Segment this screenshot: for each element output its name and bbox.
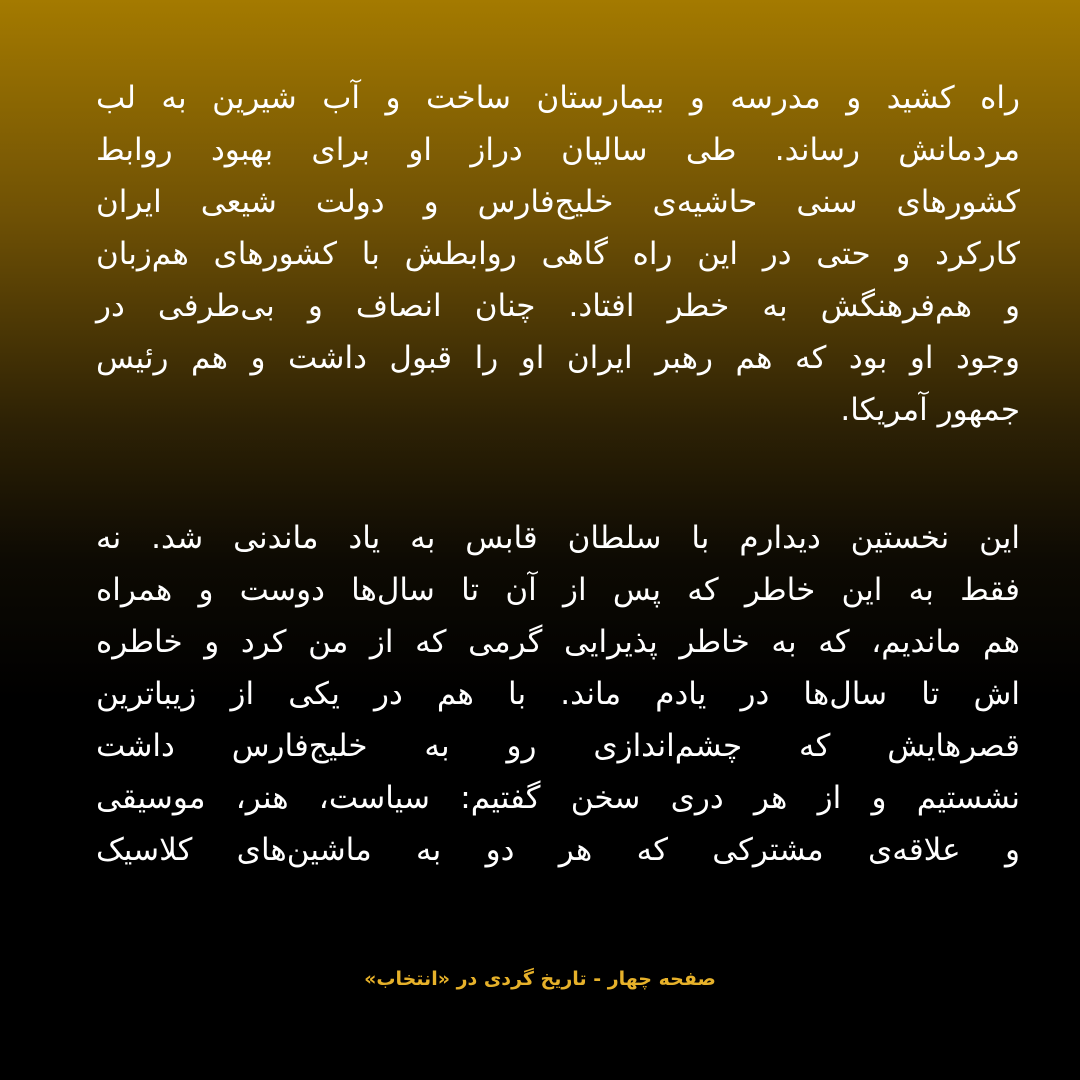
text-line: هم ماندیم، که به خاطر پذیرایی گرمی که از من کرد و خاطره (96, 624, 1020, 660)
text-line: کارکرد و حتی در این راه گاهی روابطش با کشورهای هم‌زبان (96, 236, 1020, 272)
text-line: و علاقه‌ی مشترکی که هر دو به ماشین‌های کلاسیک (96, 832, 1020, 868)
text-line: کشورهای سنی حاشیه‌ی خلیج‌فارس و دولت شیعی ایران (96, 184, 1020, 220)
text-line: اش تا سال‌ها در یادم ماند. با هم در یکی از زیباترین (96, 676, 1020, 712)
text-line: فقط به این خاطر که پس از آن تا سال‌ها دوست و همراه (96, 572, 1020, 608)
text-line: این نخستین دیدارم با سلطان قابس به یاد ماندنی شد. نه (96, 520, 1020, 556)
text-line: قصرهایش که چشم‌اندازی رو به خلیج‌فارس داشت (96, 728, 1020, 764)
text-line: جمهور آمریکا. (840, 392, 1020, 428)
page-footer: صفحه چهار - تاریخ گردی در «انتخاب» (364, 968, 716, 990)
text-line: و هم‌فرهنگش به خطر افتاد. چنان انصاف و بی‌طرفی در (96, 288, 1020, 324)
paragraph-2 (96, 512, 1020, 876)
text-line: راه کشید و مدرسه و بیمارستان ساخت و آب شیرین به لب (96, 80, 1020, 116)
text-line: مردمانش رساند. طی سالیان دراز او برای بهبود روابط (96, 132, 1020, 168)
text-line: نشستیم و از هر دری سخن گفتیم: سیاست، هنر، موسیقی (96, 780, 1020, 816)
text-line: وجود او بود که هم رهبر ایران او را قبول داشت و هم رئیس (96, 340, 1020, 376)
paragraph-1 (96, 72, 1020, 436)
